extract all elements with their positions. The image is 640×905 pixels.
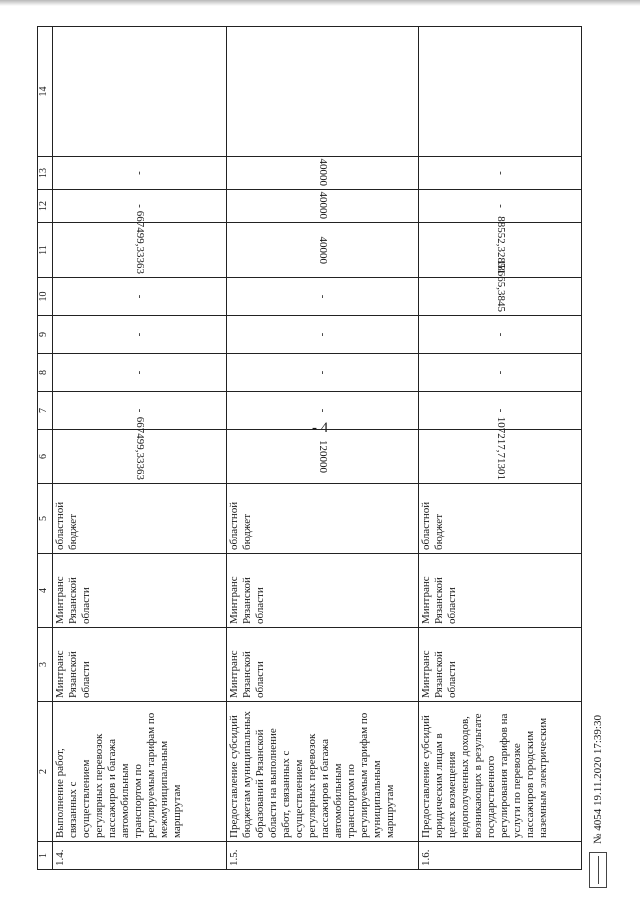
row-value: - (227, 316, 419, 354)
document-footer (584, 588, 618, 888)
header-cell: 10 (38, 278, 53, 316)
row-value: - (419, 157, 582, 190)
registration-text: № 4054 19.11.2020 17:39:30 (592, 715, 604, 844)
program-table (37, 27, 580, 870)
row-cell: областной бюджет (53, 484, 227, 554)
row-number: 1.4. (53, 842, 227, 870)
row-cell: Минтранс Рязанской области (227, 628, 419, 702)
row-name: Предоставление субсидий юридическим лицам в целях возмещения недополученных доходов, возникающих в результате государственного регулирования тарифов на услуги по перевозке пассажиров городским наземным электрическим (419, 702, 582, 842)
row-value: 40000 (227, 157, 419, 190)
header-cell: 7 (38, 392, 53, 430)
header-cell: 13 (38, 157, 53, 190)
row-value: - (419, 354, 582, 392)
row-number: 1.6. (419, 842, 582, 870)
row-value: - (227, 278, 419, 316)
row-name: Предоставление субсидий бюджетам муниципальных образований Рязанской области на выполнение работ, связанных с осуществлением регулярных перевозок пассажиров и багажа автомобильным транспортом по регулируемым тарифам по муниципальным маршрутам (227, 702, 419, 842)
row-cell: областной бюджет (227, 484, 419, 554)
row-value: 107217,71301 (419, 430, 582, 484)
header-cell: 5 (38, 484, 53, 554)
table-row (227, 27, 419, 870)
row-cell: Минтранс Рязанской области (53, 554, 227, 628)
row-value: - (227, 354, 419, 392)
row-cell: областной бюджет (419, 484, 582, 554)
header-cell: 3 (38, 628, 53, 702)
row-cell: Минтранс Рязанской области (419, 628, 582, 702)
row-value: - (53, 190, 227, 223)
header-cell: 1 (38, 842, 53, 870)
row-value (419, 27, 582, 157)
row-value: - (419, 316, 582, 354)
page-number: - 4 (312, 420, 329, 436)
row-cell: Минтранс Рязанской области (419, 554, 582, 628)
row-number: 1.5. (227, 842, 419, 870)
header-cell: 12 (38, 190, 53, 223)
row-value: - (53, 392, 227, 430)
header-cell: 8 (38, 354, 53, 392)
row-cell: Минтранс Рязанской области (53, 628, 227, 702)
row-value: - (227, 392, 419, 430)
row-value: - (419, 190, 582, 223)
row-name: Выполнение работ, связанных с осуществлением регулярных перевозок пассажиров и багажа автомобильным транспортом по регулируемым тарифам по межмуниципальным маршрутам (53, 702, 227, 842)
row-value: - (53, 316, 227, 354)
row-value: 18665,3845 (419, 278, 582, 316)
header-cell: 6 (38, 430, 53, 484)
row-value: 40000 (227, 223, 419, 278)
row-value: 40000 (227, 190, 419, 223)
row-value (227, 27, 419, 157)
row-value: 120000 (227, 430, 419, 484)
registration-stamp (584, 588, 612, 888)
header-cell: 2 (38, 702, 53, 842)
row-value: - (419, 392, 582, 430)
registry-logo (589, 852, 607, 888)
row-value: - (53, 157, 227, 190)
table-row (53, 27, 227, 870)
row-cell: Минтранс Рязанской области (227, 554, 419, 628)
row-value: - (53, 278, 227, 316)
table-row (419, 27, 582, 870)
header-cell: 14 (38, 27, 53, 157)
header-cell: 9 (38, 316, 53, 354)
row-value: 667499,33363 (53, 223, 227, 278)
header-cell: 11 (38, 223, 53, 278)
row-value (53, 27, 227, 157)
header-cell: 4 (38, 554, 53, 628)
row-value: 88552,32851 (419, 223, 582, 278)
header-row (38, 27, 53, 870)
row-value: - (53, 354, 227, 392)
row-value: 667499,33363 (53, 430, 227, 484)
